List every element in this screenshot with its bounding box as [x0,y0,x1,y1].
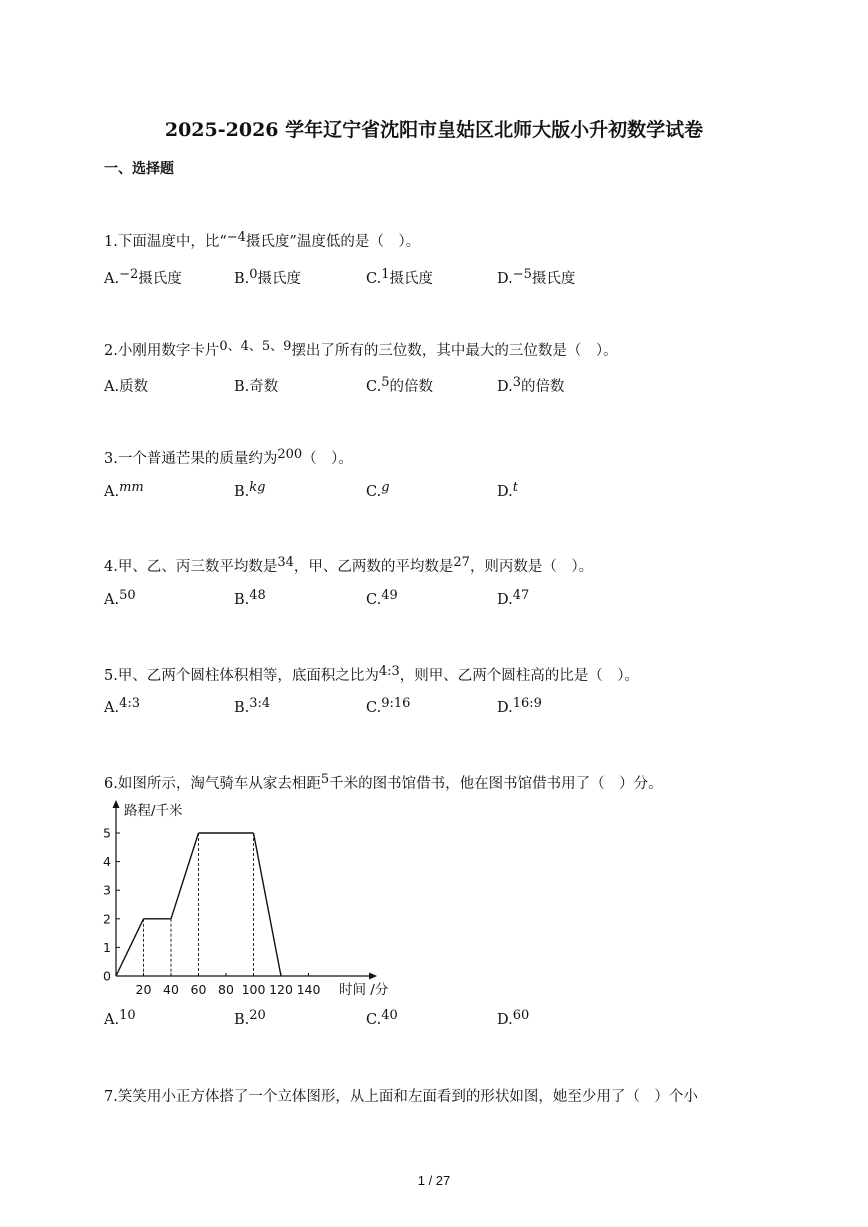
y-tick-label: 5 [103,825,111,841]
y-tick-label: 4 [103,854,111,870]
series-segment [254,833,282,976]
x-axis-label: 时间 /分 [339,982,389,998]
y-axis-arrow [113,800,120,808]
question-2-text: 2.小刚用数字卡片0、4、5、9摆出了所有的三位数，其中最大的三位数是（ ）。 [104,339,618,359]
question-6-text: 6.如图所示，淘气骑车从家去相距5千米的图书馆借书，他在图书馆借书用了（ ）分。 [104,772,663,792]
y-axis-label: 路程/千米 [124,803,183,819]
y-tick-label: 1 [103,939,111,955]
x-tick-label: 60 [190,982,207,997]
question-2-option-b: B.奇数 [234,379,279,395]
question-4-option-d: D.47 [497,588,530,608]
question-3-option-b: B.kg [234,480,266,500]
question-6-option-c: C.40 [366,1008,398,1028]
question-6-option-a: A.10 [104,1008,136,1028]
question-5-text: 5.甲、乙两个圆柱体积相等，底面积之比为4:3，则甲、乙两个圆柱高的比是（ ）。 [104,664,640,684]
x-tick-label: 20 [135,982,152,997]
question-2-option-d: D.3的倍数 [497,375,565,395]
page-number: 1 / 27 [417,1173,451,1188]
question-3-option-c: C.g [366,480,390,500]
question-2-option-c: C.5的倍数 [366,375,433,395]
page-title: 2025-2026 学年辽宁省沈阳市皇姑区北师大版小升初数学试卷 [164,119,704,141]
question-5-option-a: A.4:3 [104,696,141,716]
question-6-option-b: B.20 [234,1008,266,1028]
question-4-option-b: B.48 [234,588,266,608]
y-tick-label: 2 [103,911,111,927]
question-3-option-d: D.t [497,480,518,500]
question-1-option-b: B.0摄氏度 [234,267,302,287]
question-3-text: 3.一个普通芒果的质量约为200（ ）。 [104,447,353,467]
question-1-option-d: D.−5摄氏度 [497,267,576,287]
distance-time-graph [96,796,416,1006]
section-heading: 一、选择题 [104,161,174,177]
question-4-option-c: C.49 [366,588,398,608]
question-4-option-a: A.50 [104,588,136,608]
question-5-option-c: C.9:16 [366,696,411,716]
question-4-text: 4.甲、乙、丙三数平均数是34，甲、乙两数的平均数是27，则丙数是（ ）。 [104,555,594,575]
question-3-option-a: A.mm [104,480,144,500]
series-segment [116,919,144,976]
y-tick-label: 3 [103,882,111,898]
question-1-text: 1.下面温度中，比“−4摄氏度”温度低的是（ ）。 [104,230,421,250]
y-tick-label: 0 [103,968,111,984]
question-5-option-d: D.16:9 [497,696,542,716]
x-tick-label: 100 [241,982,266,997]
question-1-option-c: C.1摄氏度 [366,267,433,287]
question-6-option-d: D.60 [497,1008,530,1028]
x-tick-label: 80 [218,982,234,997]
question-2-option-a: A.质数 [104,379,149,395]
x-tick-label: 120 [269,982,293,997]
question-5-option-b: B.3:4 [234,696,271,716]
series-segment [171,833,199,919]
question-1-option-a: A.−2摄氏度 [104,267,182,287]
x-tick-label: 140 [296,982,321,997]
x-axis-arrow [369,973,377,980]
question-7-text: 7.笑笑用小正方体搭了一个立体图形，从上面和左面看到的形状如图，她至少用了（ ）个小 [104,1089,698,1105]
x-tick-label: 40 [163,982,179,997]
